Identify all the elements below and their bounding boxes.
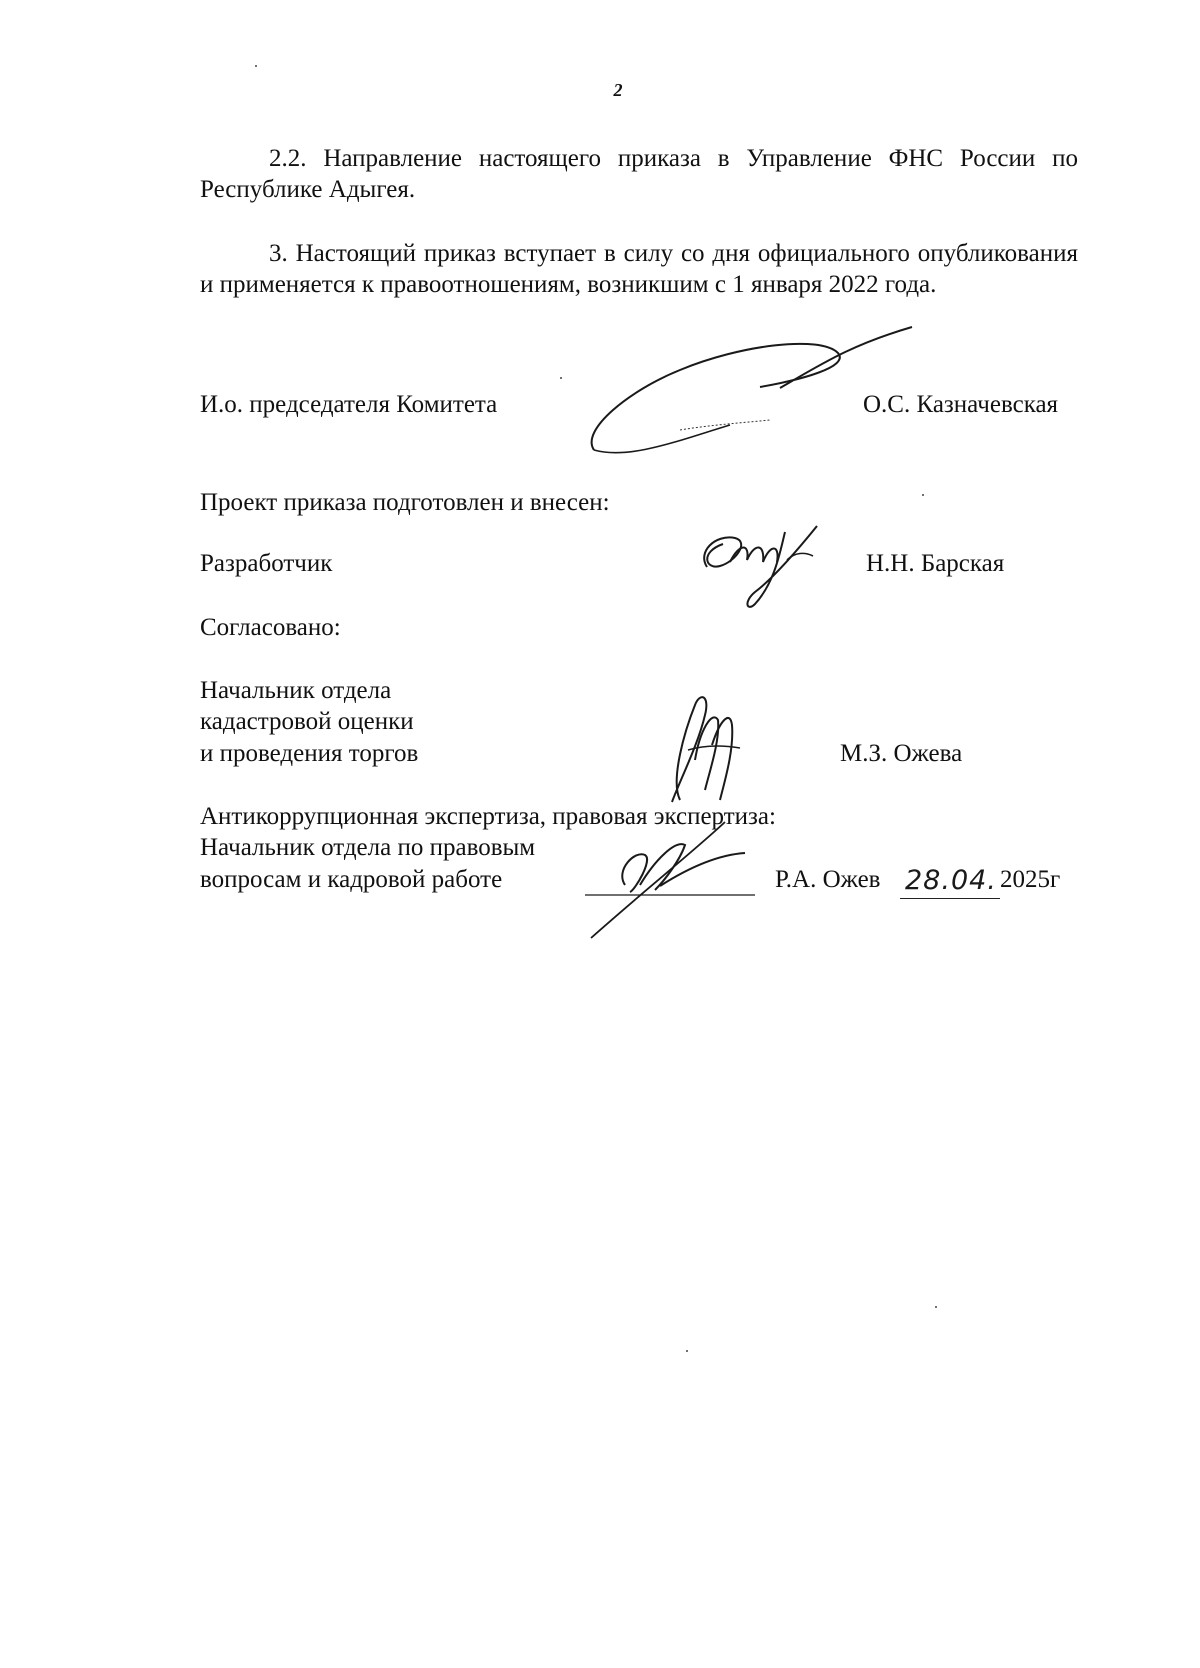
signature-ozhev [585,820,760,940]
head-cadastral-line2: кадастровой оценки [200,708,414,735]
scan-speck [560,377,562,379]
scan-speck [686,1350,688,1352]
scan-speck [255,65,257,67]
developer-role: Разработчик [200,550,333,577]
expertise-line1: Начальник отдела по правовым [200,834,536,861]
signatory-title: И.о. председателя Комитета [200,391,498,418]
expertise-title: Антикоррупционная экспертиза, правовая экспертиза: [200,803,776,830]
page-number: 2 [613,80,623,100]
expertise-name: Р.А. Ожев [775,866,881,893]
expertise-line2: вопросам и кадровой работе [200,866,503,893]
paragraph-2-2: 2.2. Направление настоящего приказа в Управление ФНС России по Республике Адыгея. [200,145,1078,203]
signatory-name: О.С. Казначевская [863,391,1059,418]
handwritten-date: 28.04. [905,865,997,896]
signature-barskaya [695,522,830,612]
head-cadastral-line3: и проведения торгов [200,740,419,767]
scan-speck [922,494,924,496]
head-cadastral-line1: Начальник отдела [200,677,392,704]
signature-ozheva [650,690,750,810]
scan-speck [935,1306,937,1308]
head-cadastral-name: М.З. Ожева [840,740,963,767]
project-note: Проект приказа подготовлен и внесен: [200,489,610,516]
paragraph-3: 3. Настоящий приказ вступает в силу со дня официального опубликования и применяется к правоотношениям, возникшим с 1 января 2022 года. [200,240,1078,298]
agreed-label: Согласовано: [200,614,341,641]
date-underline [900,898,1000,899]
expertise-year: 2025г [1000,866,1061,893]
developer-name: Н.Н. Барская [866,550,1005,577]
